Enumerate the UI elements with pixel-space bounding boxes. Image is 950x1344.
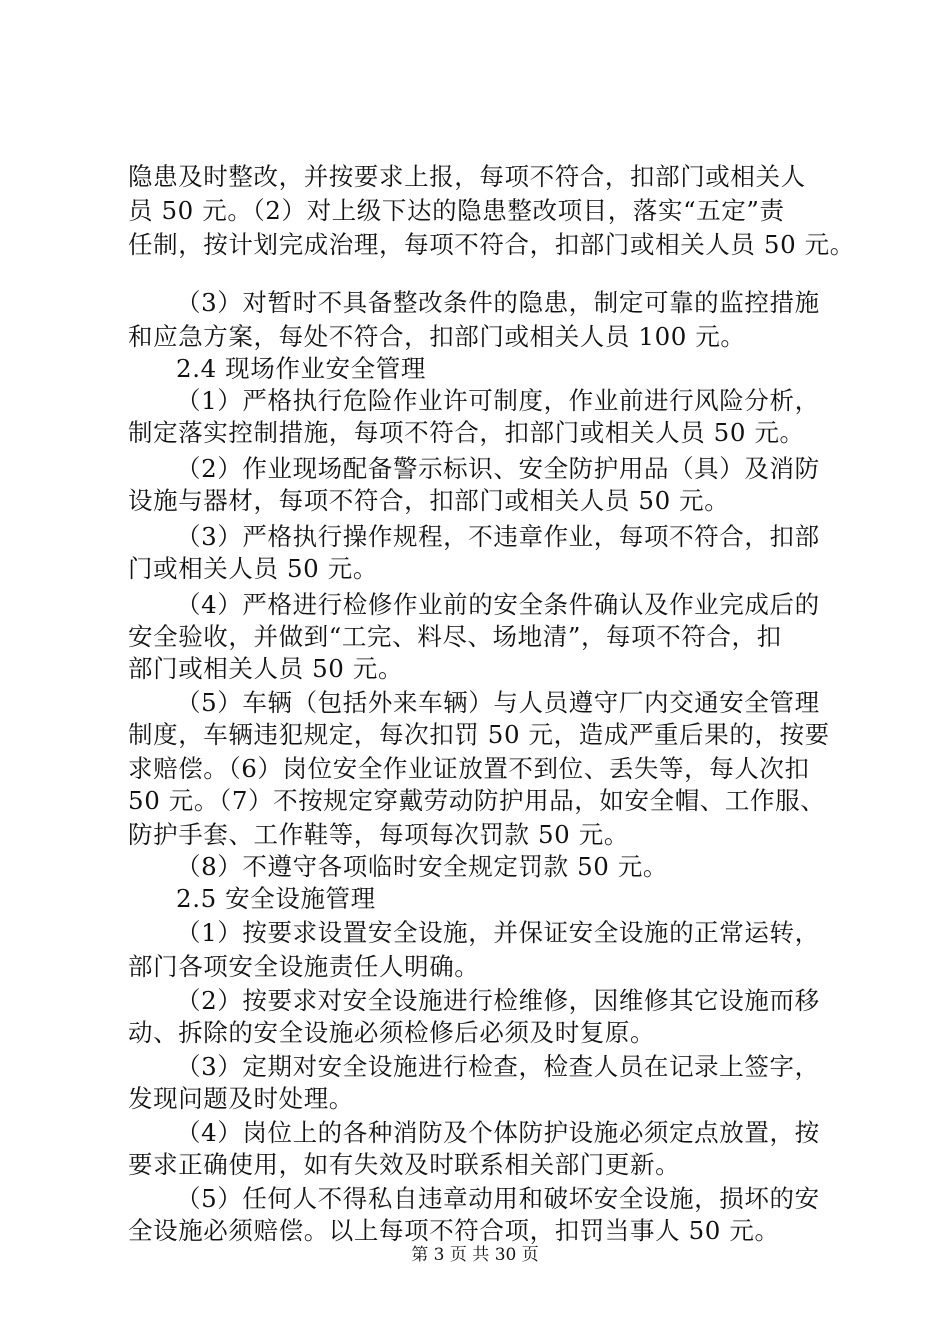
body-line: （3）严格执行操作规程，不违章作业，每项不符合，扣部 [176, 522, 820, 551]
body-line: 防护手套、工作鞋等，每项每次罚款 50 元。 [128, 820, 629, 849]
body-line: （8）不遵守各项临时安全规定罚款 50 元。 [176, 852, 669, 881]
body-line: 50 元。（7）不按规定穿戴劳动防护用品，如安全帽、工作服、 [128, 786, 826, 815]
body-line: （1）严格执行危险作业许可制度，作业前进行风险分析， [176, 386, 820, 415]
body-line: 设施与器材，每项不符合，扣部门或相关人员 50 元。 [128, 486, 730, 515]
section-heading: 2.4 现场作业安全管理 [176, 354, 426, 383]
body-line: 发现问题及时处理。 [128, 1084, 354, 1113]
body-line: 员 50 元。（2）对上级下达的隐患整改项目，落实“五定”责 [128, 196, 785, 225]
body-line: （4）严格进行检修作业前的安全条件确认及作业完成后的 [176, 590, 820, 619]
body-line: 动、拆除的安全设施必须检修后必须及时复原。 [128, 1018, 656, 1047]
body-line: （4）岗位上的各种消防及个体防护设施必须定点放置，按 [176, 1118, 820, 1147]
body-line: 全设施必须赔偿。以上每项不符合项，扣罚当事人 50 元。 [128, 1216, 780, 1245]
section-heading: 2.5 安全设施管理 [176, 884, 376, 913]
page-footer: 第 3 页 共 30 页 [411, 1245, 539, 1265]
body-line: 部门或相关人员 50 元。 [128, 654, 404, 683]
body-line: （1）按要求设置安全设施，并保证安全设施的正常运转， [176, 918, 820, 947]
body-line: 制度，车辆违犯规定，每次扣罚 50 元，造成严重后果的，按要 [128, 720, 830, 749]
body-line: （5）任何人不得私自违章动用和破坏安全设施，损坏的安 [176, 1184, 820, 1213]
body-line: （2）按要求对安全设施进行检维修，因维修其它设施而移 [176, 986, 820, 1015]
body-line: 安全验收，并做到“工完、料尽、场地清”，每项不符合，扣 [128, 622, 782, 651]
body-line: （5）车辆（包括外来车辆）与人员遵守厂内交通安全管理 [176, 688, 820, 717]
body-line: （2）作业现场配备警示标识、安全防护用品（具）及消防 [176, 454, 820, 483]
body-line: 任制，按计划完成治理，每项不符合，扣部门或相关人员 50 元。 [128, 230, 855, 259]
body-line: 制定落实控制措施，每项不符合，扣部门或相关人员 50 元。 [128, 418, 805, 447]
body-line: （3）对暂时不具备整改条件的隐患，制定可靠的监控措施 [176, 288, 820, 317]
body-line: 和应急方案，每处不符合，扣部门或相关人员 100 元。 [128, 322, 746, 351]
body-line: 部门各项安全设施责任人明确。 [128, 952, 480, 981]
body-line: 门或相关人员 50 元。 [128, 554, 378, 583]
body-line: （3）定期对安全设施进行检查，检查人员在记录上签字， [176, 1052, 820, 1081]
body-line: 要求正确使用，如有失效及时联系相关部门更新。 [128, 1150, 681, 1179]
body-line: 隐患及时整改，并按要求上报，每项不符合，扣部门或相关人 [128, 162, 806, 191]
body-line: 求赔偿。（6）岗位安全作业证放置不到位、丢失等，每人次扣 [128, 754, 810, 783]
